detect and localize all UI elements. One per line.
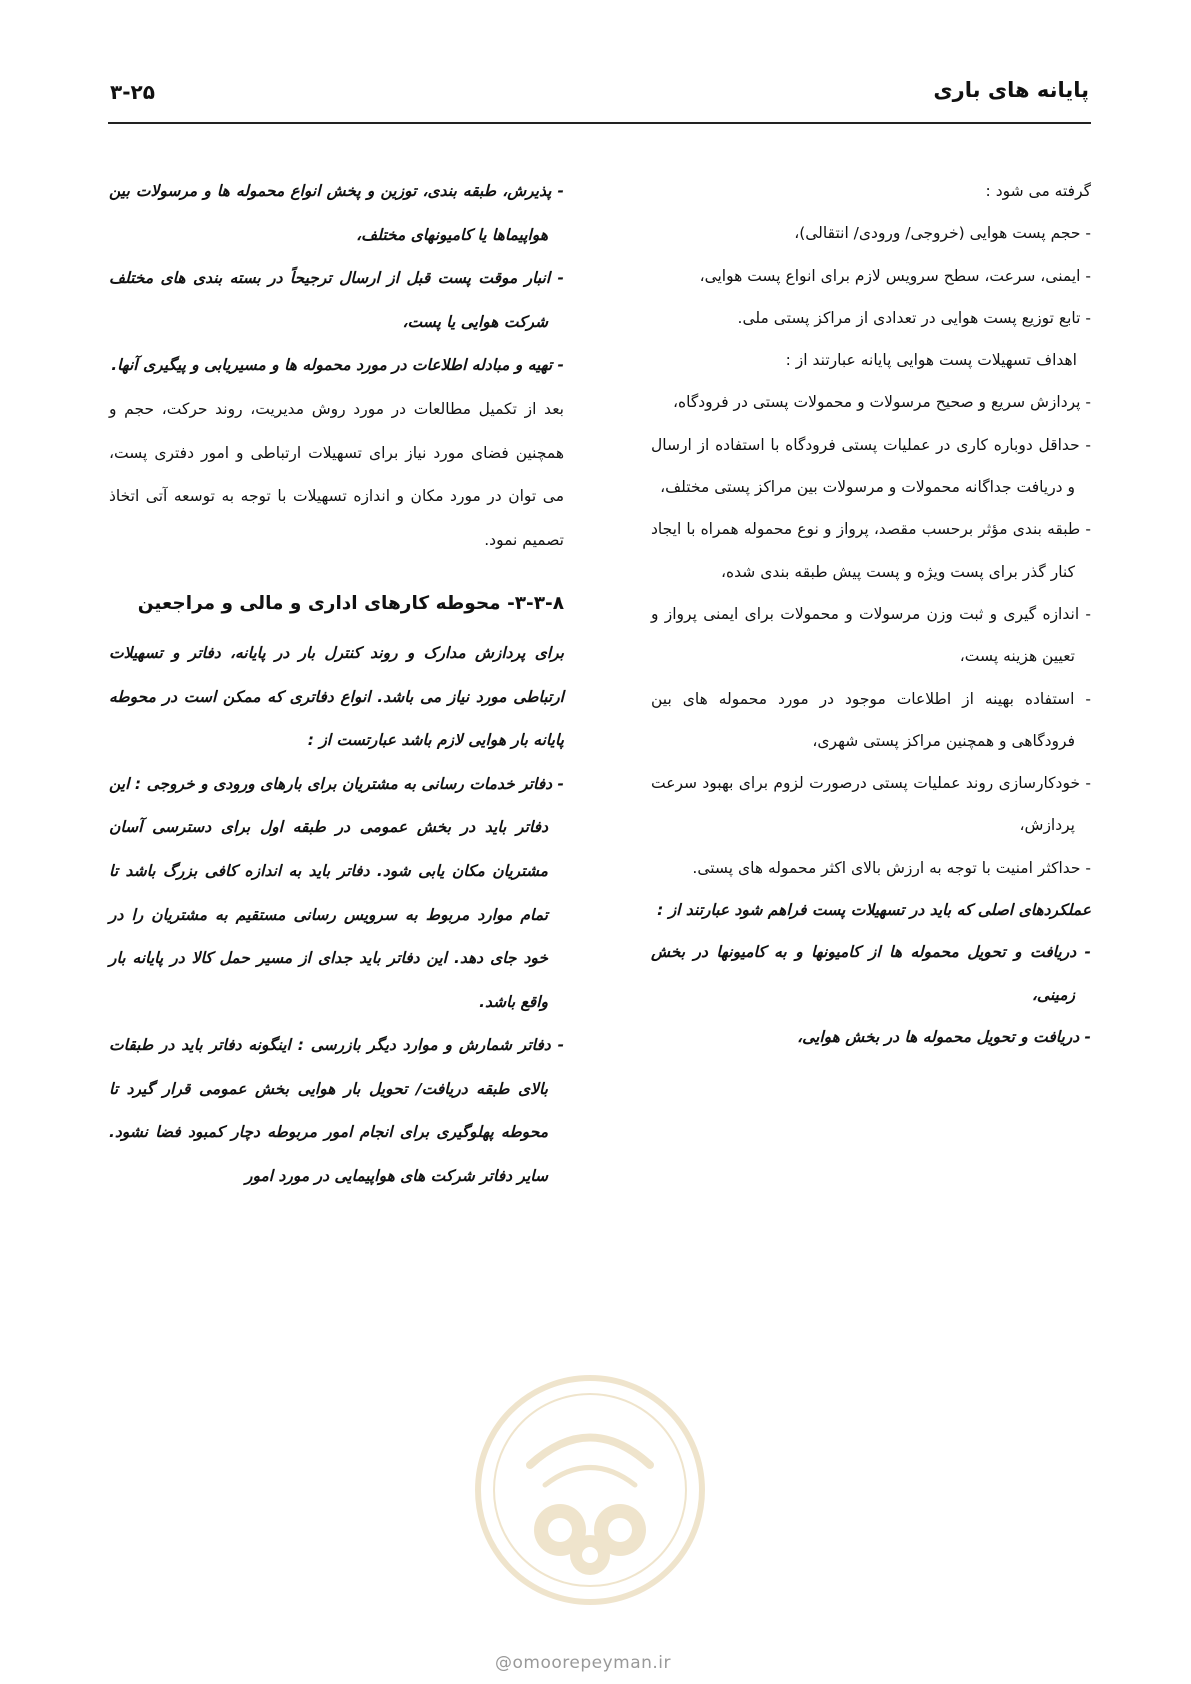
list-item: - دفاتر خدمات رسانی به مشتریان برای بارهای ورودی و خروجی : این دفاتر باید در بخش عمومی در طبقه اول برای دسترسی آسان مشتریان مکان یابی شود. دفاتر باید به اندازه کافی بزرگ باشد تا تمام موارد مربوط به سرویس رسانی مستقیم به مشتریان را در خود جای دهد. این دفاتر باید جدای از مسیر حمل کالا در پایانه بار واقع باشد. — [109, 774, 564, 1011]
list-item: - خودکارسازی روند عملیات پستی درصورت لزوم برای بهبود سرعت پردازش، — [651, 774, 1091, 835]
section-heading: ۳-۳-۸- محوطه کارهای اداری و مالی و مراجعین — [137, 593, 564, 615]
right-column — [651, 170, 1091, 1058]
list-item: - طبقه بندی مؤثر برحسب مقصد، پرواز و نوع محموله همراه با ایجاد کنار گذر برای پست ویژه و پست پیش طبقه بندی شده، — [651, 520, 1091, 581]
list-item: - ایمنی، سرعت، سطح سرویس لازم برای انواع پست هوایی، — [699, 266, 1091, 285]
functions-intro: عملکردهای اصلی که باید در تسهیلات پست فراهم شود عبارتند از : — [657, 901, 1091, 920]
list-item: - اندازه گیری و ثبت وزن مرسولات و محمولات برای ایمنی پرواز و تعیین هزینه پست، — [651, 604, 1091, 666]
intro-text: گرفته می شود : — [985, 182, 1091, 200]
list-item: - انبار موقت پست قبل از ارسال ترجیحاً در بسته بندی های مختلف شرکت هوایی یا پست، — [109, 269, 564, 331]
watermark-seal-icon — [470, 1370, 710, 1610]
list-item: - تهیه و مبادله اطلاعات در مورد محموله ها و مسیریابی و پیگیری آنها. — [111, 356, 564, 375]
list-item: - استفاده بهینه از اطلاعات موجود در مورد محموله های بین فرودگاهی و همچنین مراکز پستی شهری، — [651, 689, 1091, 750]
list-item: - تابع توزیع پست هوایی در تعدادی از مراکز پستی ملی. — [737, 308, 1091, 327]
header-rule — [108, 122, 1091, 124]
list-item: - دفاتر شمارش و موارد دیگر بازرسی : اینگونه دفاتر باید در طبقات بالای طبقه دریافت/ تحویل بار هوایی بخش عمومی قرار گیرد تا محوطه پهلوگیری برای انجام امور مربوطه دچار کمبود فضا نشود. سایر دفاتر شرکت های هواپیمایی در مورد امور — [109, 1036, 564, 1186]
watermark-url: @omoorepeyman.ir — [495, 1653, 672, 1673]
body-paragraph: بعد از تکمیل مطالعات در مورد روش مدیریت، روند حرکت، حجم و همچنین فضای مورد نیاز برای تسهیلات ارتباطی و امور دفتری پست، می توان در مورد مکان و اندازه تسهیلات با توجه به توسعه آتی اتخاذ تصمیم نمود. — [109, 399, 564, 549]
left-column — [109, 170, 564, 1199]
list-item: - حداکثر امنیت با توجه به ارزش بالای اکثر محموله های پستی. — [692, 858, 1091, 877]
list-item: - دریافت و تحویل محموله ها در بخش هوایی، — [797, 1027, 1091, 1046]
list-item: - حجم پست هوایی (خروجی/ ورودی/ انتقالی)، — [794, 224, 1091, 243]
list-item: - دریافت و تحویل محموله ها از کامیونها و به کامیونها در بخش زمینی، — [651, 943, 1091, 1004]
page-number: ۳-۲۵ — [110, 80, 155, 104]
goals-intro: اهداف تسهیلات پست هوایی پایانه عبارتند از : — [785, 351, 1077, 370]
heading-paragraph: برای پردازش مدارک و روند کنترل بار در پایانه، دفاتر و تسهیلات ارتباطی مورد نیاز می باشد. انواع دفاتری که ممکن است در محوطه پایانه بار هوایی لازم باشد عبارتست از : — [109, 643, 564, 750]
running-header-title: پایانه های باری — [933, 78, 1089, 102]
list-item: - پذیرش، طبقه بندی، توزین و پخش انواع محموله ها و مرسولات بین هواپیماها یا کامیونهای مختلف، — [109, 182, 564, 244]
list-item: - حداقل دوباره کاری در عملیات پستی فرودگاه با استفاده از ارسال و دریافت جداگانه محمولات و مرسولات بین مراکز پستی مختلف، — [651, 435, 1091, 497]
list-item: - پردازش سریع و صحیح مرسولات و محمولات پستی در فرودگاه، — [673, 393, 1091, 412]
